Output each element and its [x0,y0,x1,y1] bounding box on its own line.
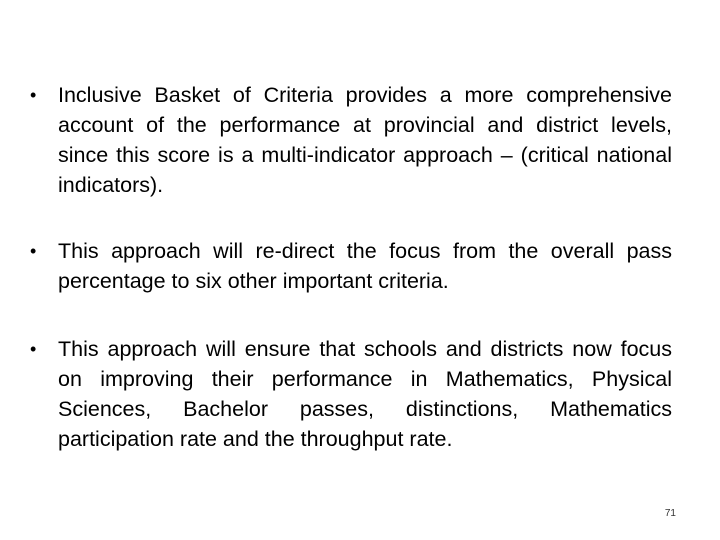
bullet-item-ensure-focus [30,334,672,454]
bullet-item-inclusive-basket [30,80,672,200]
bullet-text: This approach will ensure that schools and districts now focus on improving their performance in Mathematics, Physical Sciences, Bachelor passes, distinctions, Mathematics participation rate and the throughput rate. [58,337,672,451]
bullet-icon: • [30,241,37,261]
bullet-text: Inclusive Basket of Criteria provides a more comprehensive account of the performance at provincial and district levels, since this score is a multi-indicator approach – (critical national indicators). [58,83,672,197]
bullet-list [30,80,672,492]
bullet-icon: • [30,339,37,359]
bullet-item-redirect-focus [30,236,672,296]
bullet-text: This approach will re-direct the focus from the overall pass percentage to six other important criteria. [58,239,672,293]
bullet-icon: • [30,85,37,105]
page-number: 71 [664,508,676,519]
